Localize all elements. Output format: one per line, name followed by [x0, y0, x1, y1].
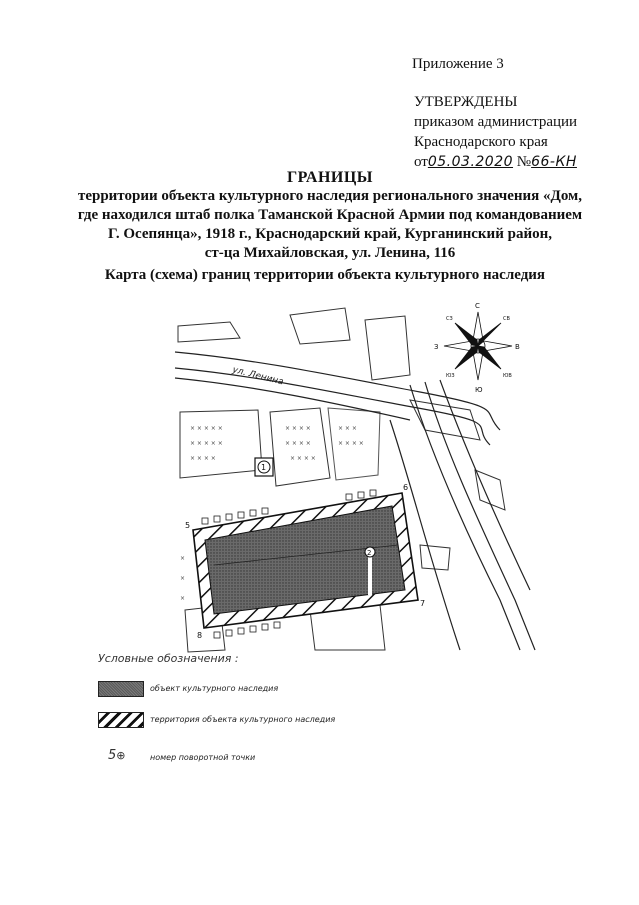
legend-object-label: объект культурного наследия: [150, 684, 279, 693]
appendix-label: Приложение 3: [412, 56, 504, 72]
approved-label: УТВЕРЖДЕНЫ: [414, 94, 518, 110]
svg-text:× × × ×: × × × ×: [290, 455, 316, 462]
svg-text:× × × ×: × × × ×: [285, 425, 311, 432]
title-line-3: Г. Осепянца», 1918 г., Краснодарский край, Курганинский район,: [108, 226, 552, 242]
svg-text:Ю: Ю: [475, 386, 483, 394]
street-label: ул. Ленина: [231, 365, 285, 388]
legend-territory-label: территория объекта культурного наследия: [150, 715, 336, 724]
svg-text:1: 1: [261, 463, 267, 472]
svg-text:ЮЗ: ЮЗ: [446, 373, 455, 379]
legend-point-example: 5⊕: [108, 748, 126, 763]
svg-text:×: ×: [180, 555, 186, 562]
svg-text:× × × × ×: × × × × ×: [190, 440, 223, 447]
svg-text:7: 7: [420, 599, 426, 608]
svg-text:× × × × ×: × × × × ×: [190, 425, 223, 432]
svg-text:5: 5: [185, 521, 191, 530]
monument-marker: [255, 458, 273, 476]
svg-text:СЗ: СЗ: [446, 316, 453, 322]
approval-block: [414, 92, 577, 172]
by-order-label: приказом администрации: [414, 114, 578, 130]
compass-rose: [434, 302, 520, 394]
legend-point-label: номер поворотной точки: [150, 753, 256, 762]
svg-text:В: В: [515, 343, 520, 351]
svg-text:С: С: [475, 302, 480, 310]
date-prefix: от: [414, 154, 428, 170]
svg-text:ЮВ: ЮВ: [503, 373, 512, 379]
legend-heading: Условные обозначения :: [98, 652, 239, 665]
handwritten-number: 66-КН: [531, 154, 577, 170]
title-line-1: территории объекта культурного наследия регионального значения «Дом,: [77, 188, 583, 204]
legend-object-swatch: [98, 681, 144, 697]
svg-text:СВ: СВ: [503, 316, 510, 322]
svg-text:× × × ×: × × × ×: [285, 440, 311, 447]
boundary-map: [170, 298, 540, 656]
title-line-2: где находился штаб полка Таманской Красной Армии под командованием: [77, 207, 583, 223]
svg-text:×: ×: [180, 595, 186, 602]
svg-text:2: 2: [367, 549, 372, 557]
svg-text:6: 6: [403, 483, 409, 492]
title-line-4: ст-ца Михайловская, ул. Ленина, 116: [204, 245, 456, 261]
svg-text:× × × ×: × × × ×: [190, 455, 216, 462]
number-prefix: №: [516, 154, 532, 170]
title-heading: ГРАНИЦЫ: [286, 169, 373, 186]
svg-text:× × × ×: × × × ×: [338, 440, 364, 447]
legend-territory-swatch: [98, 712, 144, 728]
map-subtitle: Карта (схема) границ территории объекта культурного наследия: [104, 267, 546, 283]
region-label: Краснодарского края: [414, 134, 548, 150]
svg-text:×: ×: [180, 575, 186, 582]
svg-text:8: 8: [197, 631, 203, 640]
svg-text:З: З: [434, 343, 439, 351]
document-title: [60, 168, 600, 263]
handwritten-date: 05.03.2020: [427, 154, 514, 170]
svg-text:× × ×: × × ×: [338, 425, 357, 432]
